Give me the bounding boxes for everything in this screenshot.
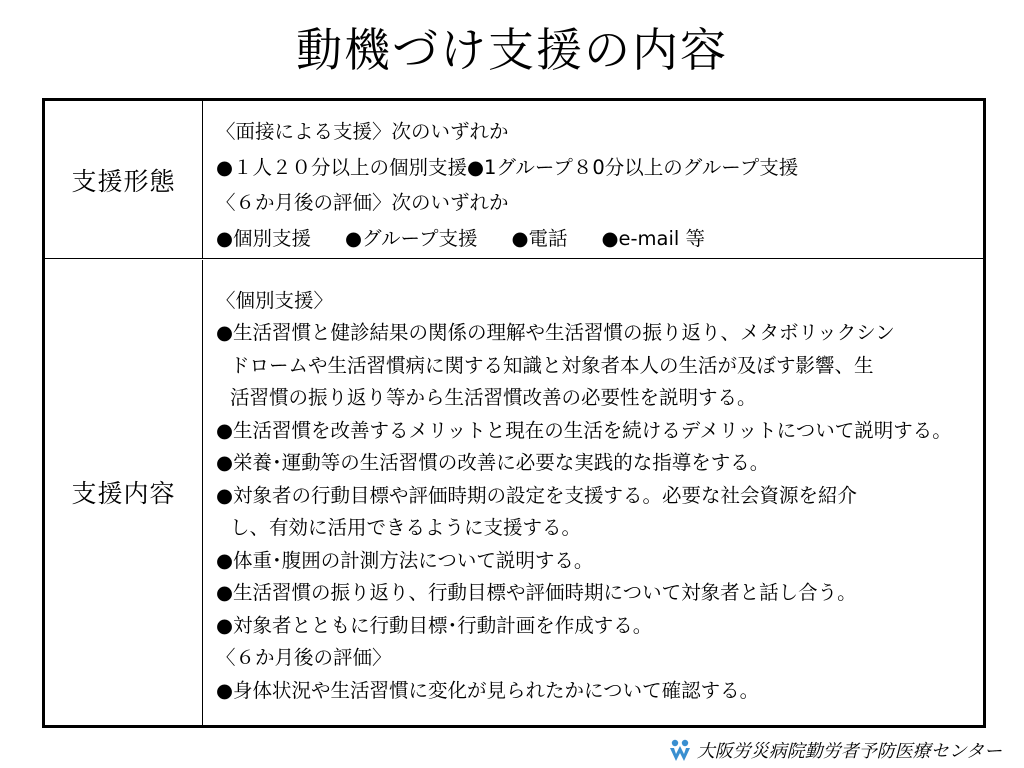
row-header-support-form: 支援形態 <box>45 101 203 258</box>
method-phone: ●電話 <box>511 226 568 250</box>
table-row-support-form <box>45 101 983 259</box>
list-item: 〈個別支援〉 <box>216 288 334 312</box>
list-item: ●生活習慣の振り返り、行動目標や評価時期について対象者と話し合う。 <box>216 581 857 604</box>
footer <box>667 736 1002 764</box>
contact-methods <box>216 221 983 257</box>
method-email: ●e-mail 等 <box>601 226 706 250</box>
list-item: ●対象者とともに行動目標･行動計画を作成する。 <box>216 613 653 637</box>
table-row-support-content <box>45 260 983 726</box>
list-item: 活習慣の振り返り等から生活習慣改善の必要性を説明する。 <box>230 386 757 409</box>
list-item: 〈面接による支援〉次のいずれか <box>216 120 509 143</box>
row-body-support-form <box>203 101 983 258</box>
list-item: 〈６か月後の評価〉次のいずれか <box>216 191 509 214</box>
list-item: 〈６か月後の評価〉 <box>216 646 392 669</box>
list-item: ●生活習慣と健診結果の関係の理解や生活習慣の振り返り、メタボリックシン <box>216 321 895 344</box>
row-header-support-content: 支援内容 <box>45 260 203 726</box>
page-title: 動機づけ支援の内容 <box>296 23 728 77</box>
org-name: 大阪労災病院勤労者予防医療センター <box>696 741 1002 762</box>
list-item: ●栄養･運動等の生活習慣の改善に必要な実践的な指導をする。 <box>216 451 770 474</box>
list-item: ●体重･腹囲の計測方法について説明する。 <box>216 548 594 572</box>
org-logo-icon <box>667 737 693 763</box>
list-item: ●身体状況や生活習慣に変化が見られたかについて確認する。 <box>216 678 760 702</box>
support-table <box>42 98 986 728</box>
list-item: ●１人２０分以上の個別支援●1グループ８0分以上のグループ支援 <box>216 155 799 179</box>
list-item: ドロームや生活習慣病に関する知識と対象者本人の生活が及ぼす影響、生 <box>230 353 874 377</box>
method-group: ●グループ支援 <box>345 226 478 250</box>
list-item: ●生活習慣を改善するメリットと現在の生活を続けるデメリットについて説明する。 <box>216 418 952 442</box>
list-item: し、有効に活用できるように支援する。 <box>230 516 582 539</box>
row-body-support-content <box>203 260 983 726</box>
method-individual: ●個別支援 <box>216 226 312 250</box>
list-item: ●対象者の行動目標や評価時期の設定を支援する。必要な社会資源を紹介 <box>216 483 858 507</box>
